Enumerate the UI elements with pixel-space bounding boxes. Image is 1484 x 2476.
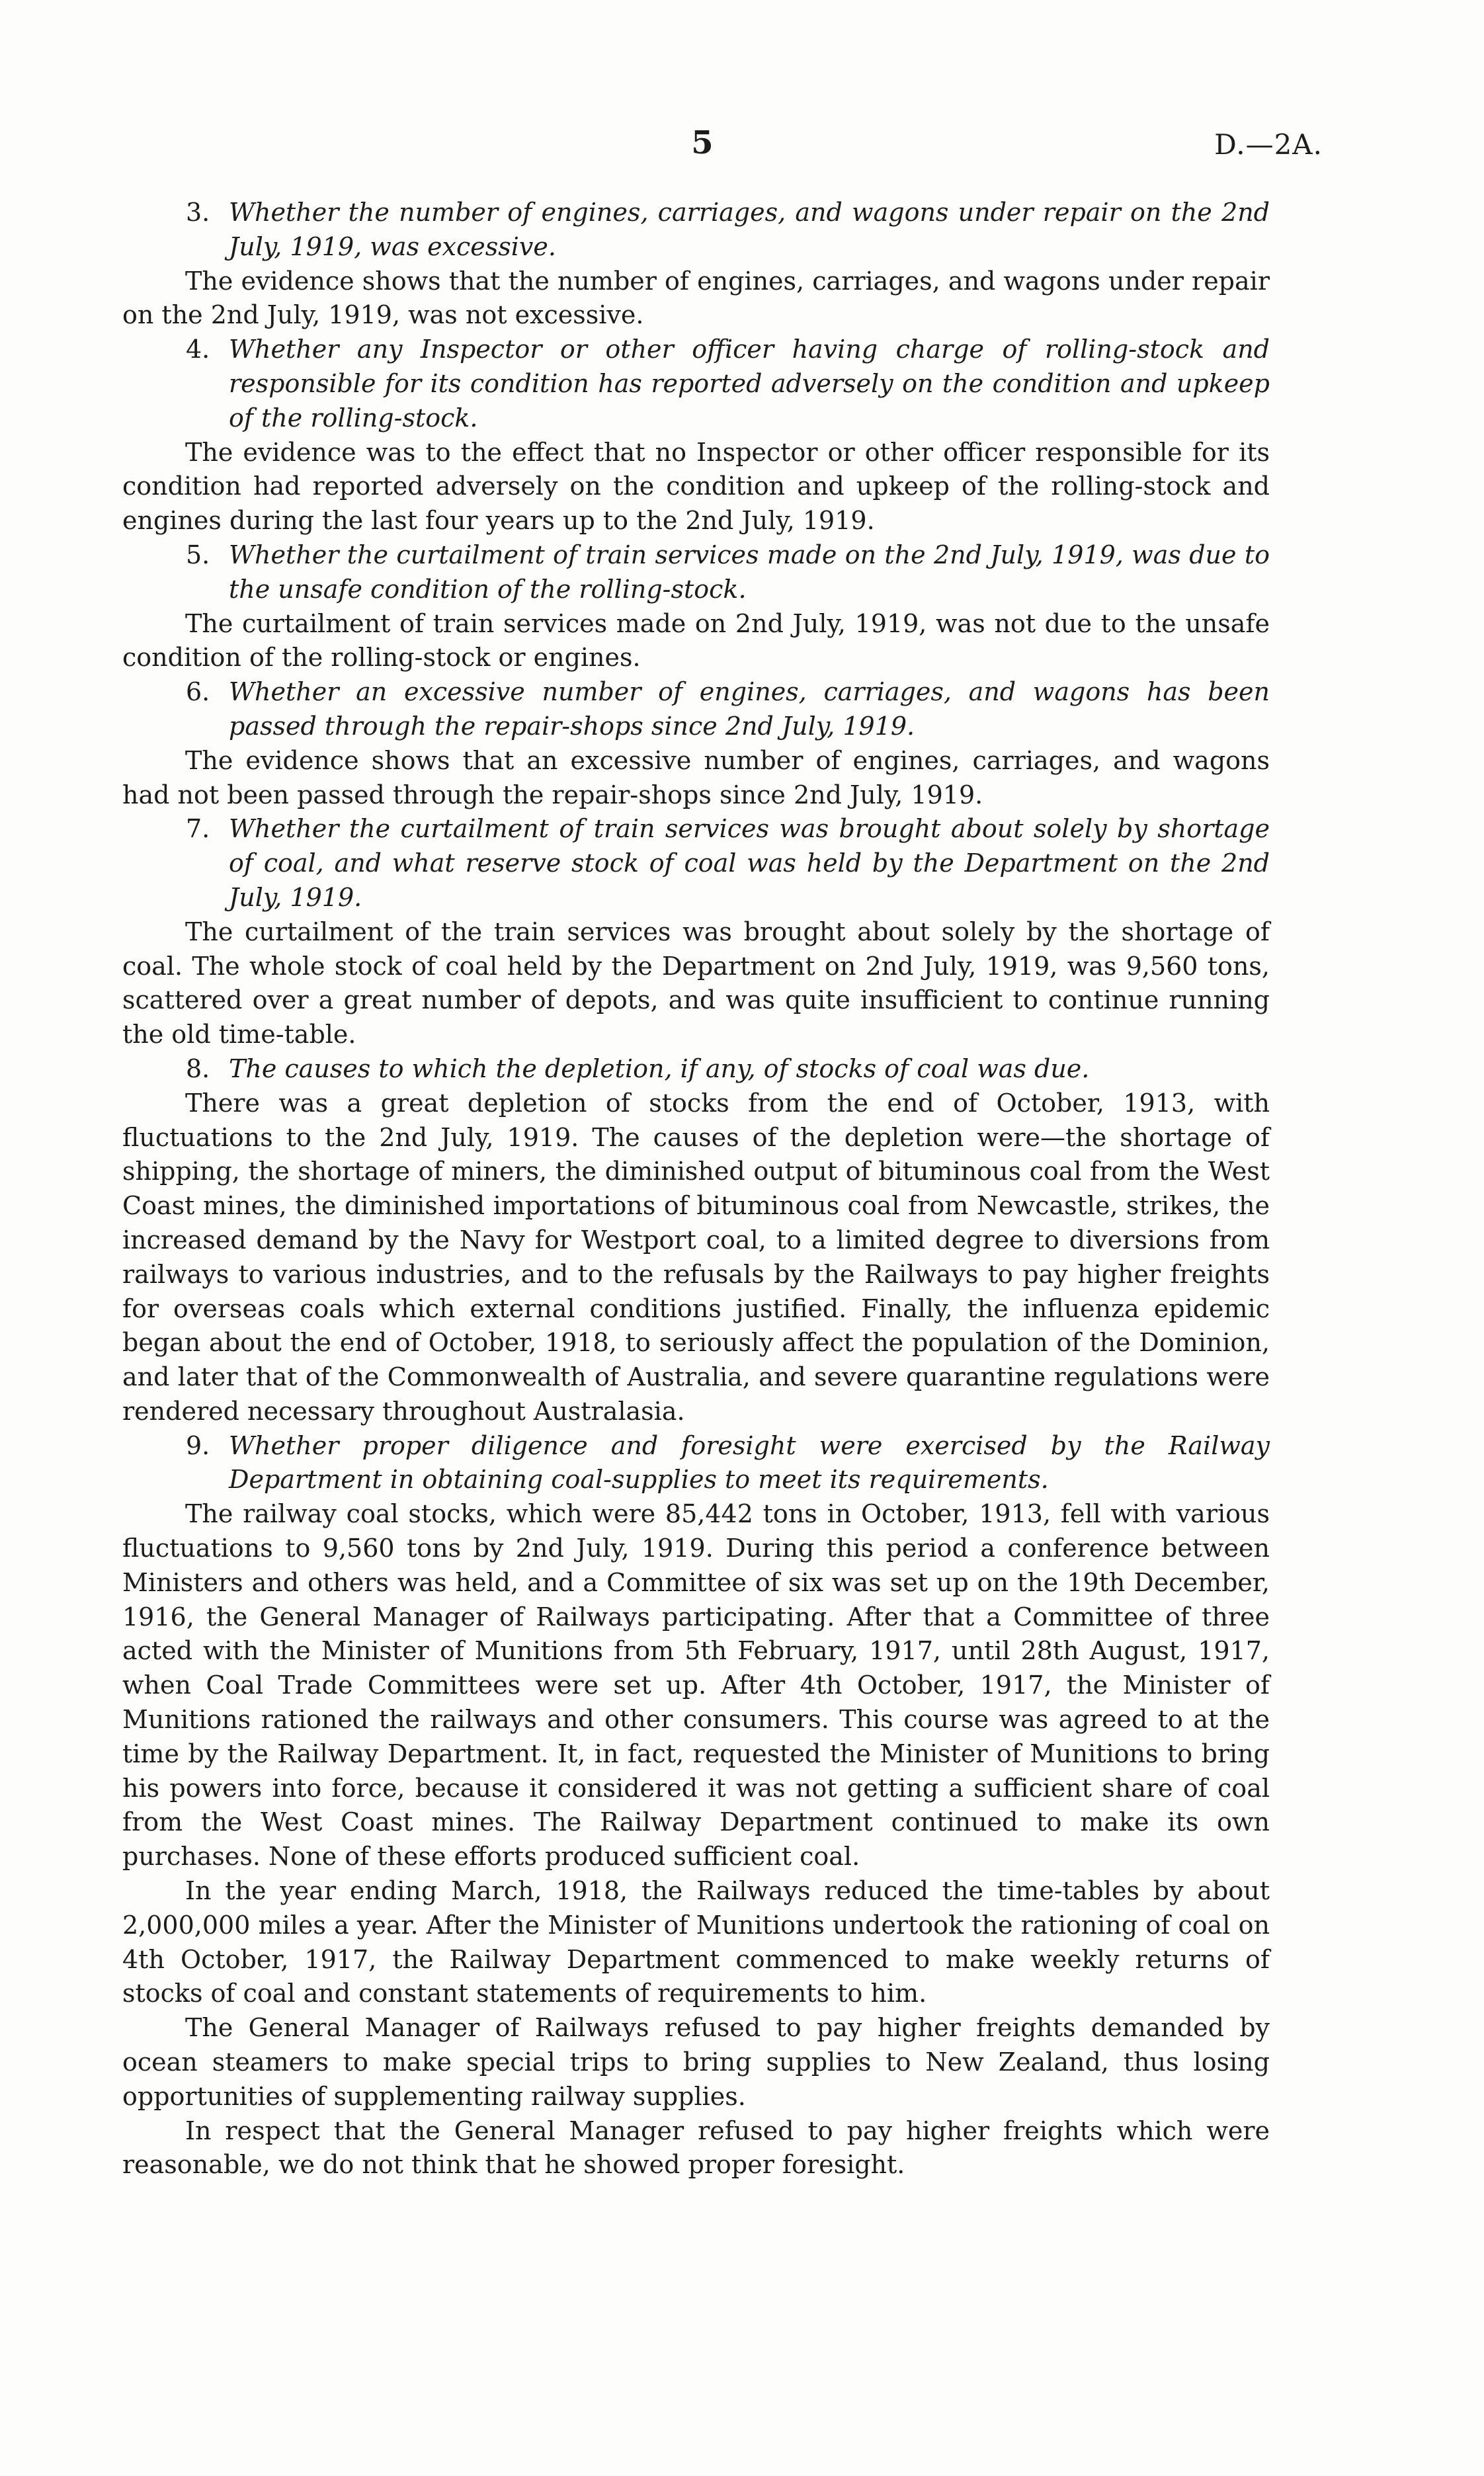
question-text: Whether the curtailment of train services made on the 2nd July, 1919, was due to the unsafe condition of the rolling-stock.	[229, 540, 1270, 604]
question-text: Whether an excessive number of engines, carriages, and wagons has been passed through the repair-shops since 2nd July, 1919.	[229, 677, 1270, 741]
answer-paragraph: The General Manager of Railways refused to pay higher freights demanded by ocean steamers to make special trips to bring supplies to New Zealand, thus losing opportunities of supplementing railway supplies.	[122, 2013, 1270, 2111]
answer-paragraph: The evidence shows that the number of engines, carriages, and wagons under repair on the 2nd July, 1919, was not excessive.	[122, 266, 1270, 330]
question-paragraph	[122, 538, 1270, 607]
document-reference: D.—2A.	[1214, 128, 1323, 161]
question-number: 6.	[186, 677, 210, 707]
answer-paragraph: The evidence was to the effect that no Inspector or other officer responsible for its condition had reported adversely on the condition and upkeep of the rolling-stock and engines during the last four years up to the 2nd July, 1919.	[122, 437, 1270, 536]
document-body	[122, 196, 1270, 2182]
question-number: 7.	[186, 814, 210, 844]
answer-paragraph: In respect that the General Manager refused to pay higher freights which were reasonable, we do not think that he showed proper foresight.	[122, 2116, 1270, 2180]
answer-paragraph: The railway coal stocks, which were 85,442 tons in October, 1913, fell with various fluctuations to 9,560 tons by 2nd July, 1919. During this period a conference between Ministers and others was held, and a Committee of six was set up on the 19th December, 1916, the General Manager of Railways participating. After that a Committee of three acted with the Minister of Munitions from 5th February, 1917, until 28th August, 1917, when Coal Trade Committees were set up. After 4th October, 1917, the Minister of Munitions rationed the railways and other consumers. This course was agreed to at the time by the Railway Department. It, in fact, requested the Minister of Munitions to bring his powers into force, because it considered it was not getting a sufficient share of coal from the West Coast mines. The Railway Department continued to make its own purchases. None of these efforts produced sufficient coal.	[122, 1499, 1270, 1872]
answer-paragraph: The curtailment of train services made on 2nd July, 1919, was not due to the unsafe condition of the rolling-stock or engines.	[122, 608, 1270, 673]
question-text: Whether the curtailment of train services was brought about solely by shortage of coal, and what reserve stock of coal was held by the Department on the 2nd July, 1919.	[229, 814, 1270, 912]
question-text: Whether proper diligence and foresight were exercised by the Railway Department in obtaining coal-supplies to meet its requirements.	[229, 1430, 1270, 1495]
answer-paragraph: The evidence shows that an excessive number of engines, carriages, and wagons had not been passed through the repair-shops since 2nd July, 1919.	[122, 745, 1270, 809]
question-paragraph	[122, 812, 1270, 915]
question-paragraph	[122, 333, 1270, 435]
answer-paragraph: There was a great depletion of stocks from the end of October, 1913, with fluctuations to the 2nd July, 1919. The causes of the depletion were—the shortage of shipping, the shortage of miners, the diminished output of bituminous coal from the West Coast mines, the diminished importations of bituminous coal from Newcastle, strikes, the increased demand by the Navy for Westport coal, to a limited degree to diversions from railways to various industries, and to the refusals by the Railways to pay higher freights for overseas coals which external conditions justified. Finally, the influenza epidemic began about the end of October, 1918, to seriously affect the population of the Dominion, and later that of the Commonwealth of Australia, and severe quarantine regulations were rendered necessary throughout Australasia.	[122, 1088, 1270, 1426]
question-paragraph	[122, 1429, 1270, 1498]
page-number: 5	[691, 124, 714, 161]
question-number: 4.	[186, 335, 210, 364]
question-paragraph	[122, 196, 1270, 265]
question-text: Whether any Inspector or other officer having charge of rolling-stock and responsible for its condition has reported adversely on the condition and upkeep of the rolling-stock.	[229, 335, 1270, 433]
question-number: 9.	[186, 1430, 210, 1460]
answer-paragraph: In the year ending March, 1918, the Railways reduced the time-tables by about 2,000,000 miles a year. After the Minister of Munitions undertook the rationing of coal on 4th October, 1917, the Railway Department commenced to make weekly returns of stocks of coal and constant statements of requirements to him.	[122, 1876, 1270, 2008]
question-number: 5.	[186, 540, 210, 569]
question-number: 3.	[186, 198, 210, 227]
question-number: 8.	[186, 1053, 210, 1083]
question-paragraph	[122, 1052, 1270, 1087]
answer-paragraph: The curtailment of the train services was brought about solely by the shortage of coal. The whole stock of coal held by the Department on 2nd July, 1919, was 9,560 tons, scattered over a great number of depots, and was quite insufficient to continue running the old time-table.	[122, 917, 1270, 1050]
question-text: Whether the number of engines, carriages, and wagons under repair on the 2nd July, 1919, was excessive.	[229, 198, 1270, 261]
question-paragraph	[122, 675, 1270, 744]
question-text: The causes to which the depletion, if any, of stocks of coal was due.	[229, 1053, 1090, 1083]
